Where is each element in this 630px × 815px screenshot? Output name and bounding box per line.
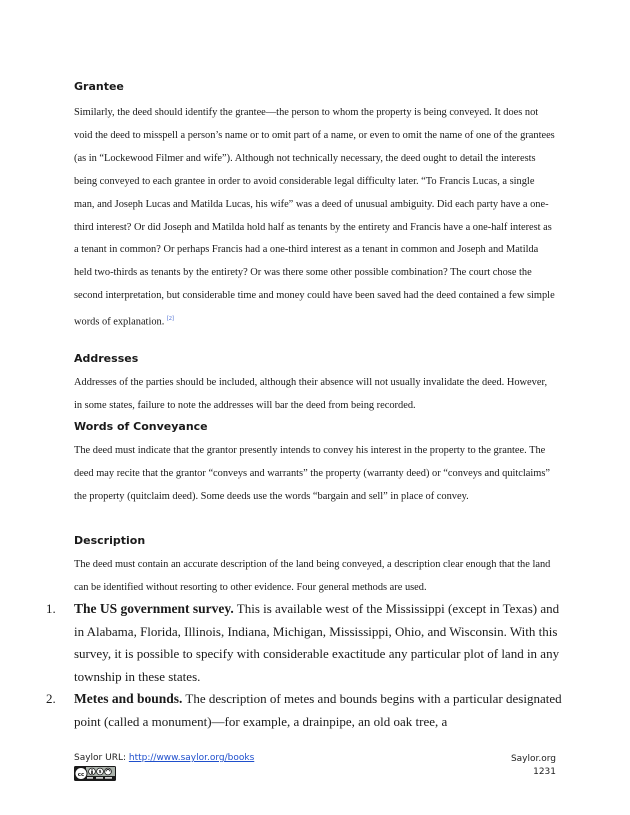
list-item-title: The US government survey. bbox=[74, 601, 234, 616]
addresses-heading: Addresses bbox=[74, 352, 139, 365]
footer-source bbox=[74, 753, 254, 763]
svg-text:$: $ bbox=[98, 770, 102, 776]
list-item-text: This is available west of the Mississippi (except in Texas) and in Alabama, Florida, Illinois, Indiana, Michigan, Mississippi, Ohio, and Wisconsin. With this survey, it is possible to specify with considerable exactitude any particular plot of land in any township in these states. bbox=[74, 601, 560, 684]
cc-by-nc-sa-icon bbox=[74, 766, 116, 781]
list-item bbox=[46, 598, 566, 688]
saylor-books-link[interactable]: http://www.saylor.org/books bbox=[128, 753, 255, 763]
svg-text:cc: cc bbox=[77, 771, 85, 778]
addresses-paragraph: Addresses of the parties should be included, although their absence will not usually invalidate the deed. However, in some states, failure to note the addresses will bar the deed from being recorded. bbox=[74, 377, 548, 411]
conveyance-heading: Words of Conveyance bbox=[74, 420, 208, 433]
footnote-link[interactable]: [2] bbox=[166, 316, 174, 323]
description-paragraph: The deed must contain an accurate description of the land being conveyed, a description clear enough that the land can be identified without resorting to other evidence. Four general methods are used. bbox=[74, 559, 551, 593]
list-item bbox=[46, 688, 566, 733]
list-number: 1. bbox=[46, 601, 56, 616]
footer-prefix: Saylor URL: bbox=[74, 753, 129, 763]
list-number: 2. bbox=[46, 691, 56, 706]
footer-right bbox=[511, 753, 556, 779]
grantee-heading: Grantee bbox=[74, 80, 124, 93]
list-item-title: Metes and bounds. bbox=[74, 691, 183, 706]
page-number: 1231 bbox=[533, 767, 556, 777]
list-item-text: The description of metes and bounds begins with a particular designated point (called a monument)—for example, a drainpipe, an old oak tree, a bbox=[74, 691, 562, 729]
conveyance-paragraph: The deed must indicate that the grantor presently intends to convey his interest in the property to the grantee. The deed may recite that the grantor “conveys and warrants” the property (warranty deed) or “conveys and quitclaims” the property (quitclaim deed). Some deeds use the words “bargain and sell” in place of convey. bbox=[74, 445, 551, 502]
footer-site: Saylor.org bbox=[510, 754, 556, 764]
description-heading: Description bbox=[74, 534, 146, 547]
grantee-paragraph bbox=[74, 102, 556, 335]
grantee-text: Similarly, the deed should identify the grantee—the person to whom the property is being conveyed. It does not void the deed to misspell a person’s name or to omit part of a name, or even to omit the name of one of the grantees (as in “Lockewood Filmer and wife”). Although not technically necessary, the deed ought to detail the interests being conveyed to each grantee in order to avoid considerable legal difficulty later. “To Francis Lucas, a single man, and Joseph Lucas and Matilda Lucas, his wife” was a deed of unusual ambiguity. Did each party have a one-third interest? Or did Joseph and Matilda hold half as tenants by the entirety and Francis have a one-half interest as a tenant in common? Or perhaps Francis had a one-third interest as a tenant in common and Joseph and Matilda held two-thirds as tenants by the entirety? Or was there some other possible combination? The court chose the second interpretation, but considerable time and money could have been saved had the deed contained a few simple words of explanation. bbox=[74, 107, 555, 328]
